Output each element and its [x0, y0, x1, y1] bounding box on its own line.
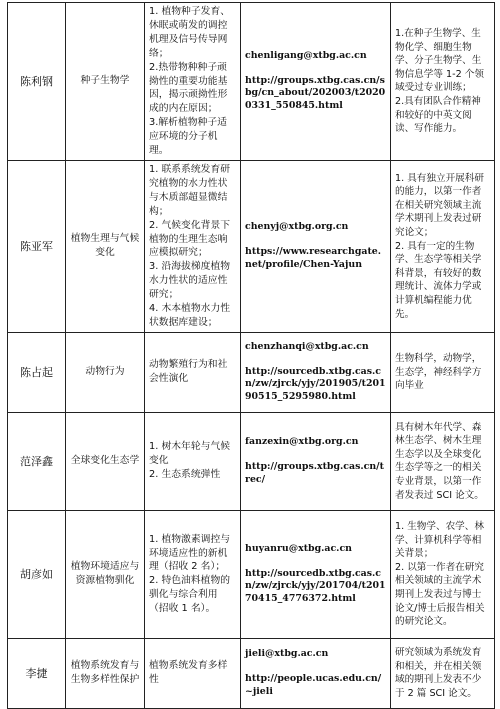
requirements-text: 具有树木年代学、森林生态学、树木生理生态学以及全球变化生态学等之一的相关专业背景，以第一作者发表过 SCI 论文。 — [395, 421, 484, 501]
homepage-link[interactable]: http://sourcedb.xtbg.cas.cn/zw/zjrck/yjy/201704/t20170415_4776372.html — [245, 567, 386, 605]
contact-info — [241, 412, 391, 510]
requirements-text: 1. 生物学、农学、林学、计算机科学等相关背景； 2. 以第一作者在研究相关领域的主流学术期刊上发表过与博士论文/博士后报告相关的研究论文。 — [395, 520, 485, 628]
email-link[interactable]: huyanru@xtbg.ac.cn — [245, 542, 352, 554]
requirements-text: 研究领域为系统发育和相关，并在相关领域的期刊上发表不少于 2 篇 SCI 论文。 — [395, 647, 482, 699]
email-link[interactable]: fanzexin@xtbg.org.cn — [245, 436, 359, 448]
homepage-link[interactable]: http://sourcedb.xtbg.cas.cn/zw/zjrck/yjy/201905/t20190515_5295980.html — [245, 365, 386, 403]
email-link[interactable]: chenyj@xtbg.org.cn — [245, 221, 349, 233]
directions-text: 1. 联系系统发育研究植物的水力性状与木质部超显微结构； 2. 气候变化背景下植物的生理生态响应模拟研究； 3. 沿海拔梯度植物水力性状的适应性研究； 4. 木本植物水力性状数据库建设； — [149, 163, 231, 328]
table-row — [8, 160, 495, 332]
requirements — [391, 638, 495, 708]
contact-info — [241, 3, 391, 161]
contact-info — [241, 332, 391, 412]
requirements-text: 1. 具有独立开展科研的能力，以第一作者在相关研究领域主流学术期刊上发表过研究论文； 2. 具有一定的生物学、生态学等相关学科背景，有较好的数理统计、流体力学或计算机编程能力优先。 — [395, 172, 484, 320]
requirements — [391, 160, 495, 332]
research-directions — [145, 412, 241, 510]
directions-text: 动物繁殖行为和社会性演化 — [149, 359, 228, 385]
email-link[interactable]: jieli@xtbg.ac.cn — [245, 648, 329, 660]
supervisor-name: 陈利钢 — [8, 3, 66, 161]
requirements-text: 生物科学，动物学，生态学，神经科学方向毕业 — [395, 352, 482, 392]
research-field: 植物系统发育与生物多样性保护 — [66, 638, 145, 708]
contact-info — [241, 638, 391, 708]
recruitment-table — [7, 2, 495, 709]
email-link[interactable]: chenligang@xtbg.ac.cn — [245, 50, 367, 62]
email-link[interactable]: chenzhanqi@xtbg.ac.cn — [245, 340, 369, 352]
research-field: 植物生理与气候变化 — [66, 160, 145, 332]
supervisor-name: 陈亚军 — [8, 160, 66, 332]
requirements — [391, 3, 495, 161]
research-directions — [145, 160, 241, 332]
directions-text: 1. 植物种子发育、休眠或萌发的调控机理及信号传导网络； 2.热带物种种子顽拗性的重要功能基因，揭示顽拗性形成的内在原因； 3.解析植物种子适应环境的分子机理。 — [149, 6, 231, 157]
homepage-link[interactable]: http://groups.xtbg.cas.cn/trec/ — [245, 461, 384, 485]
contact-info — [241, 160, 391, 332]
homepage-link[interactable]: http://groups.xtbg.cas.cn/sbg/cn_about/202003/t20200331_550845.html — [245, 74, 386, 112]
directions-text: 植物系统发育多样性 — [149, 660, 228, 686]
research-directions — [145, 638, 241, 708]
requirements — [391, 332, 495, 412]
supervisor-name: 李捷 — [8, 638, 66, 708]
research-field: 全球变化生态学 — [66, 412, 145, 510]
contact-info — [241, 510, 391, 638]
table-row — [8, 638, 495, 708]
supervisor-name: 陈占起 — [8, 332, 66, 412]
requirements — [391, 510, 495, 638]
table-row — [8, 332, 495, 412]
directions-text: 1. 植物激素调控与环境适应性的新机理（招收 2 名）； 2. 特色油料植物的驯化与综合利用（招收 1 名）。 — [149, 533, 231, 615]
research-directions — [145, 3, 241, 161]
requirements — [391, 412, 495, 510]
homepage-link[interactable]: https://www.researchgate.net/profile/Chen-Yajun — [245, 246, 382, 270]
research-directions — [145, 332, 241, 412]
table-row — [8, 3, 495, 161]
research-directions — [145, 510, 241, 638]
directions-text: 1. 树木年轮与气候变化 2. 生态系统弹性 — [149, 441, 231, 481]
requirements-text: 1.在种子生物学、生物化学、细胞生物学、分子生物学、生物信息学等 1-2 个领域受过专业训练； 2.具有团队合作精神和较好的中英文阅读、写作能力。 — [395, 28, 484, 135]
supervisor-name: 范泽鑫 — [8, 412, 66, 510]
research-field: 动物行为 — [66, 332, 145, 412]
table-row — [8, 412, 495, 510]
supervisor-name: 胡彦如 — [8, 510, 66, 638]
homepage-link[interactable]: http://people.ucas.edu.cn/~jieli — [245, 673, 382, 697]
research-field: 植物环境适应与资源植物驯化 — [66, 510, 145, 638]
research-field: 种子生物学 — [66, 3, 145, 161]
table-row — [8, 510, 495, 638]
